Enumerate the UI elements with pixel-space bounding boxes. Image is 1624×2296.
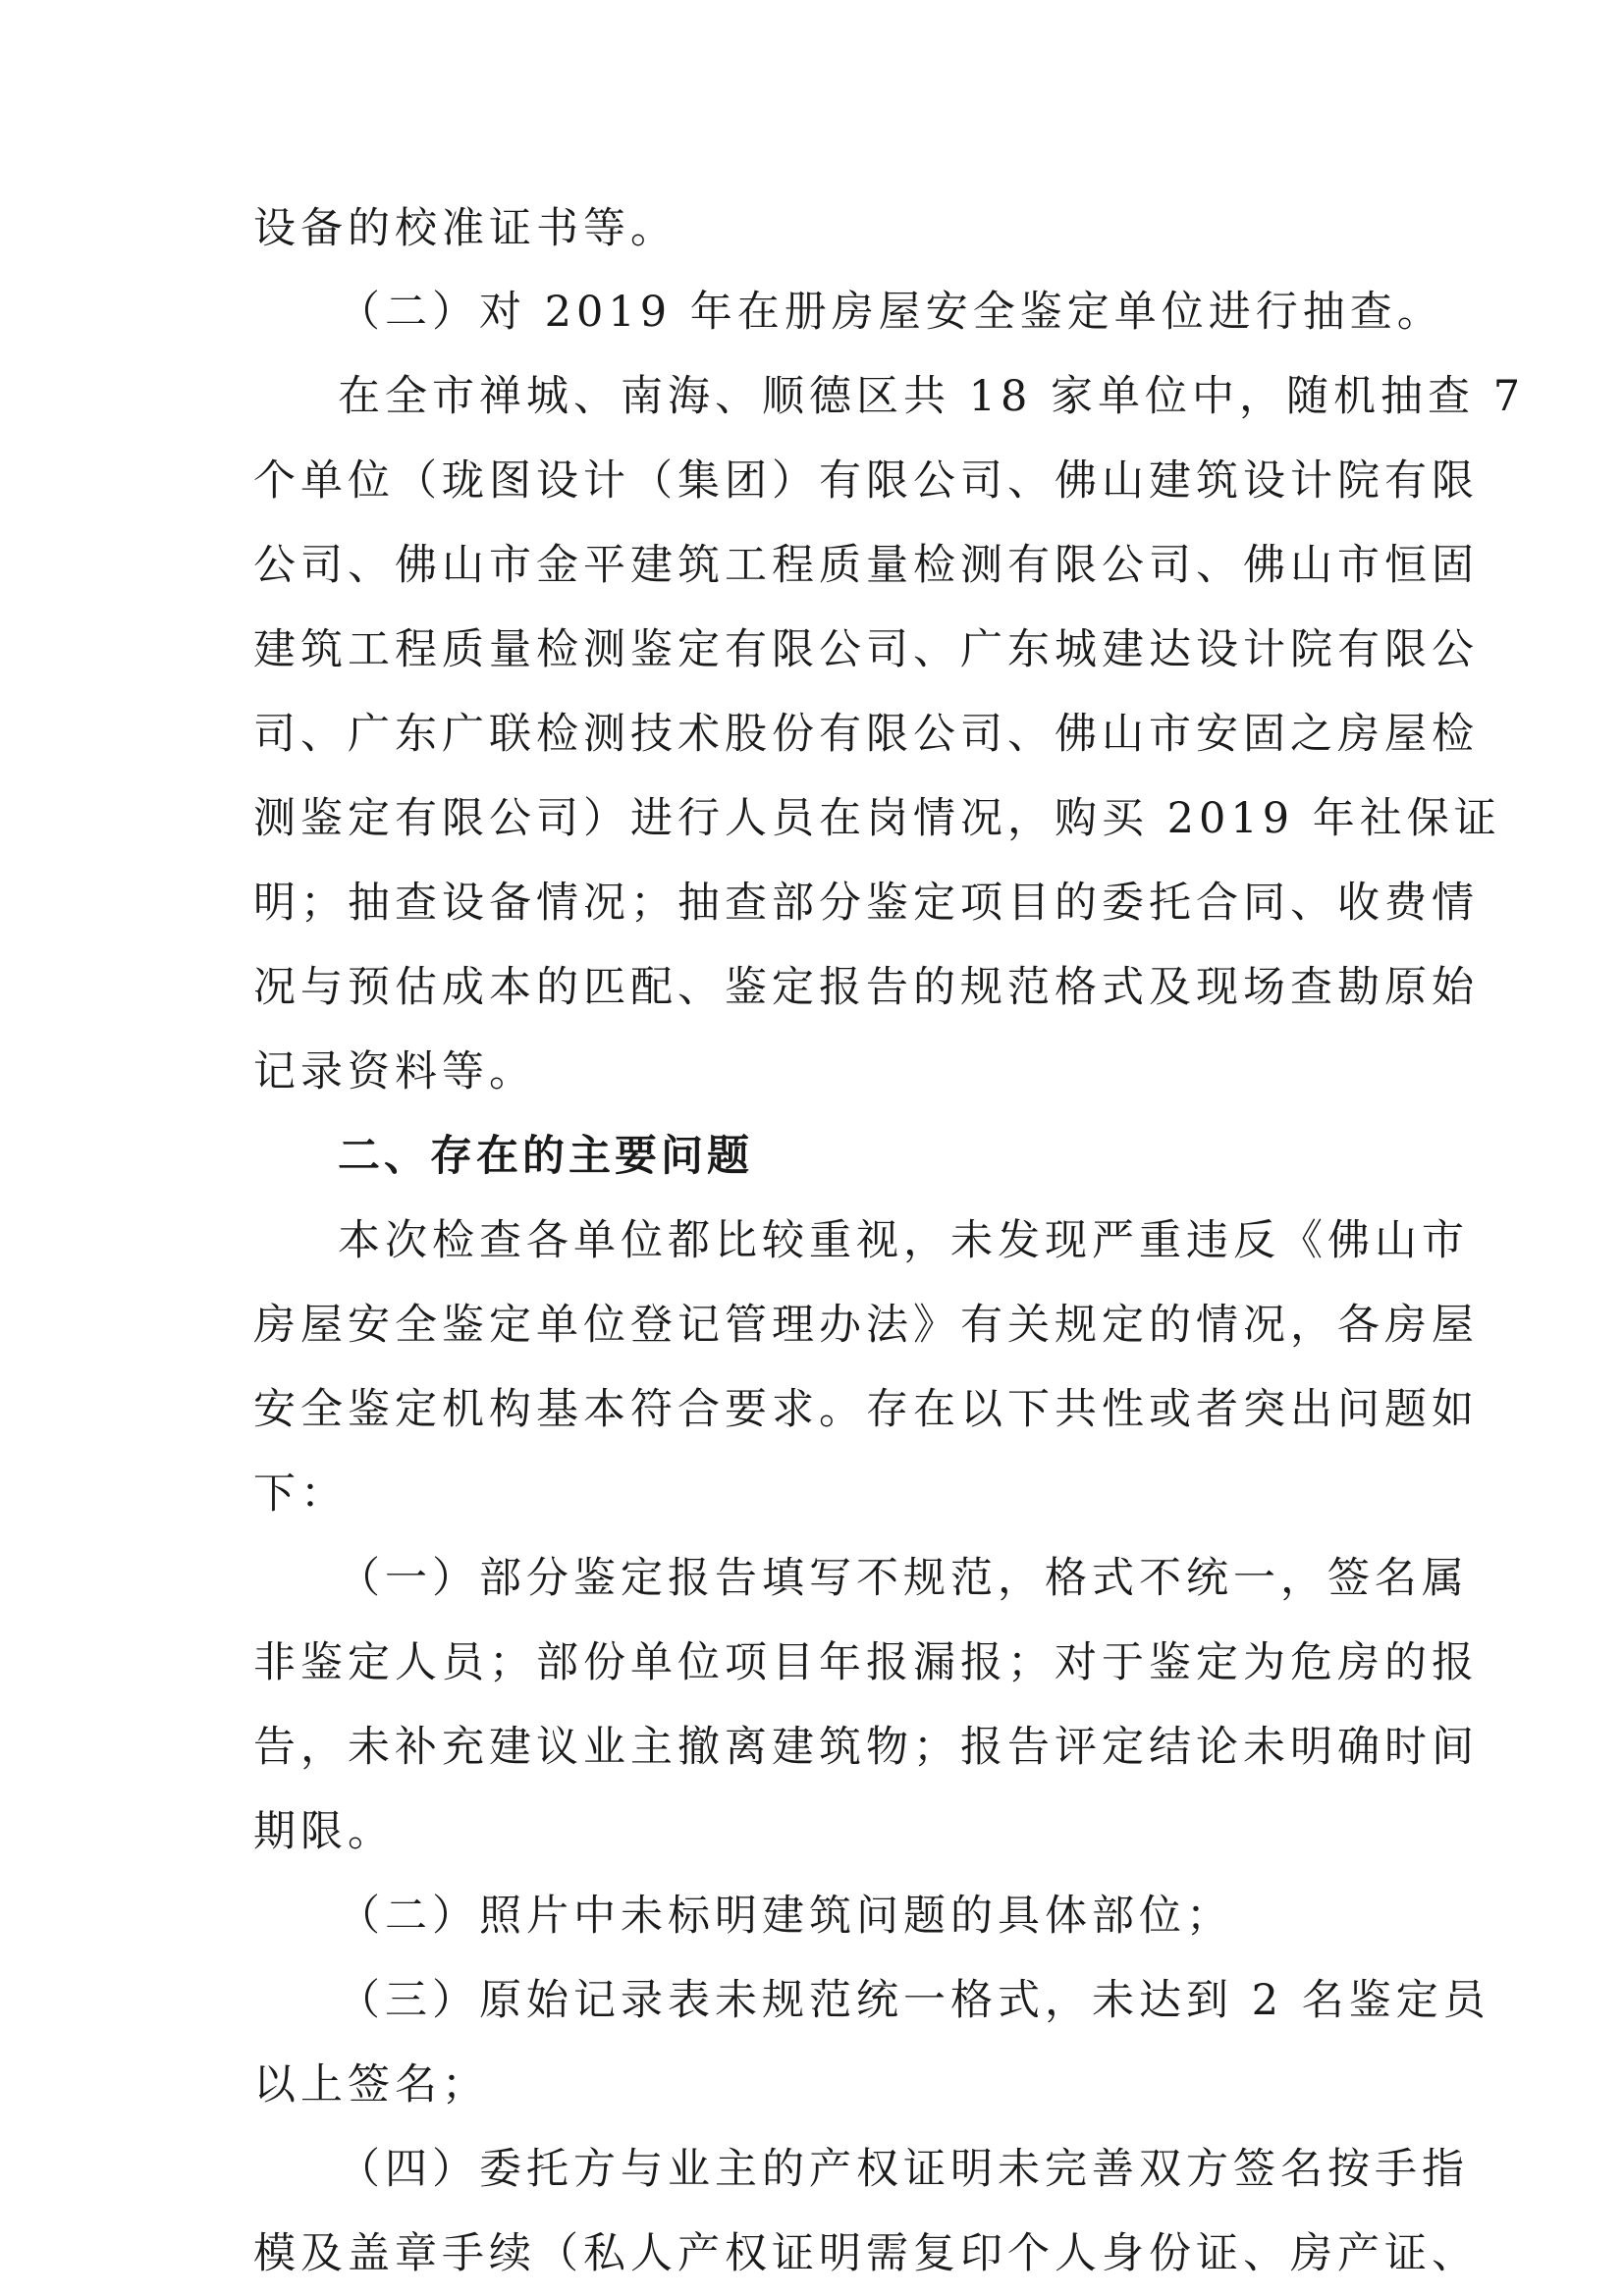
- text-line: 以上签名；: [253, 2060, 489, 2109]
- text-line: 告，未补充建议业主撤离建筑物；报告评定结论未明确时间: [253, 1723, 1479, 1772]
- section-heading: 二、存在的主要问题: [338, 1132, 753, 1181]
- text-line: 建筑工程质量检测鉴定有限公司、广东城建达设计院有限公: [253, 625, 1479, 674]
- text-line: 司、广东广联检测技术股份有限公司、佛山市安固之房屋检: [253, 710, 1479, 759]
- text-line: 设备的校准证书等。: [253, 204, 677, 253]
- text-line: 公司、佛山市金平建筑工程质量检测有限公司、佛山市恒固: [253, 541, 1479, 590]
- text-line: 下：: [253, 1469, 348, 1519]
- text-line: 模及盖章手续（私人产权证明需复印个人身份证、房产证、: [253, 2229, 1479, 2278]
- list-item-2: （二）照片中未标明建筑问题的具体部位；: [338, 1892, 1233, 1941]
- text-line: 安全鉴定机构基本符合要求。存在以下共性或者突出问题如: [253, 1385, 1479, 1434]
- list-item-3: （三）原始记录表未规范统一格式，未达到 2 名鉴定员: [338, 1976, 1490, 2025]
- text-line: 明；抽查设备情况；抽查部分鉴定项目的委托合同、收费情: [253, 879, 1479, 928]
- text-line: 测鉴定有限公司）进行人员在岗情况，购买 2019 年社保证: [253, 794, 1501, 843]
- text-line: 房屋安全鉴定单位登记管理办法》有关规定的情况，各房屋: [253, 1301, 1479, 1350]
- text-line: 本次检查各单位都比较重视，未发现严重违反《佛山市: [338, 1216, 1469, 1265]
- list-item-4: （四）委托方与业主的产权证明未完善双方签名按手指: [338, 2145, 1469, 2194]
- list-item-1: （一）部分鉴定报告填写不规范，格式不统一，签名属: [338, 1554, 1469, 1603]
- text-line: 记录资料等。: [253, 1047, 536, 1096]
- text-line: 非鉴定人员；部份单位项目年报漏报；对于鉴定为危房的报: [253, 1638, 1479, 1687]
- text-line: 况与预估成本的匹配、鉴定报告的规范格式及现场查勘原始: [253, 963, 1479, 1012]
- text-line: 期限。: [253, 1807, 395, 1856]
- section-subheading: （二）对 2019 年在册房屋安全鉴定单位进行抽查。: [338, 288, 1444, 337]
- text-line: 在全市禅城、南海、顺德区共 18 家单位中，随机抽查 7: [338, 372, 1526, 421]
- text-line: 个单位（珑图设计（集团）有限公司、佛山建筑设计院有限: [253, 456, 1479, 506]
